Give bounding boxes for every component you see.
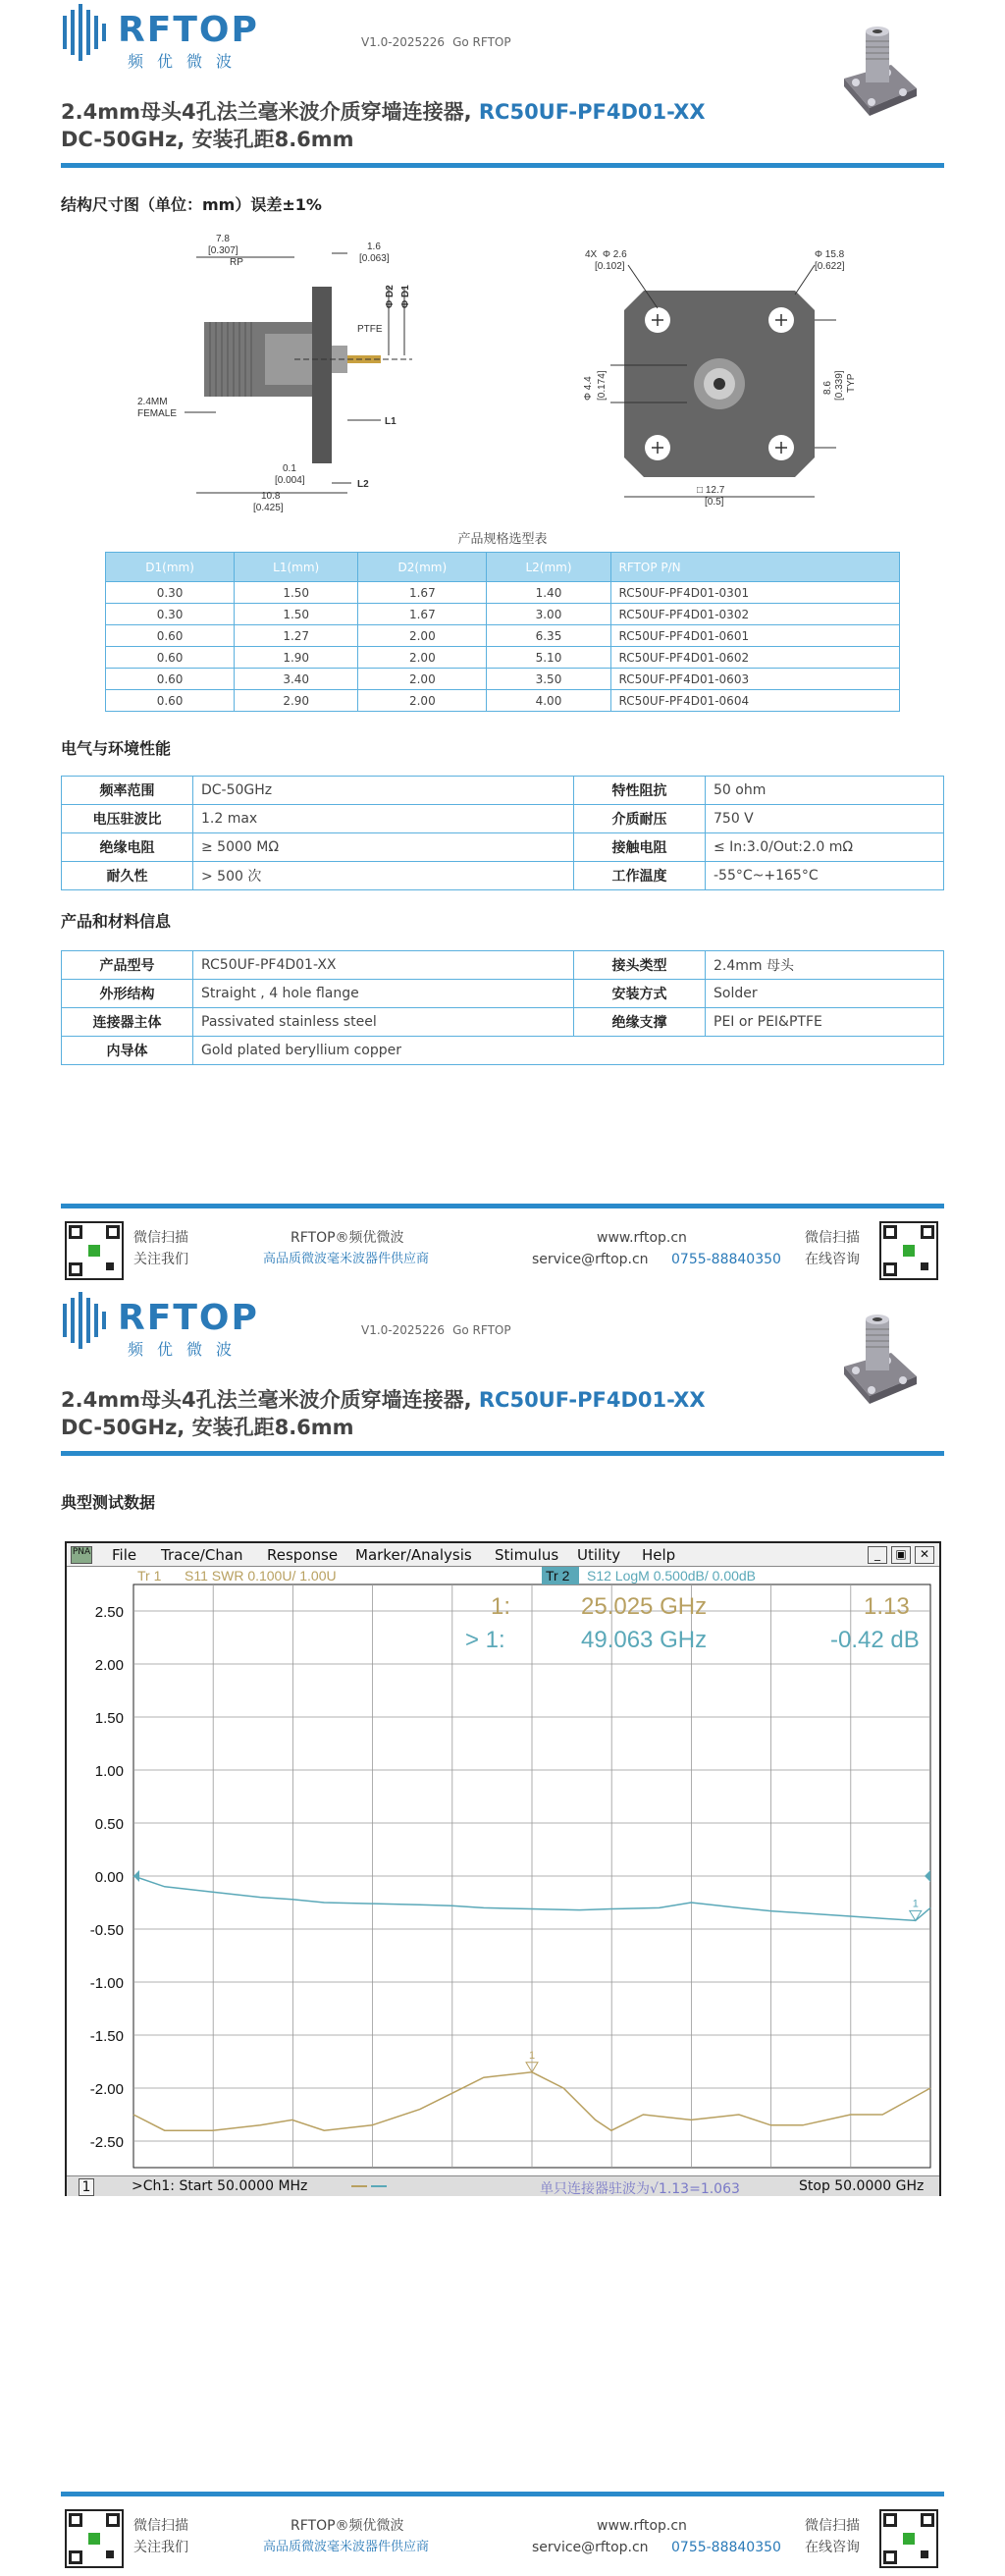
test-section-title: 典型测试数据 xyxy=(61,1493,156,1512)
rftop-logo xyxy=(61,0,267,71)
version-code: V1.0-2025226 xyxy=(361,1323,446,1337)
status-start: >Ch1: Start 50.0000 MHz xyxy=(132,2178,308,2194)
material-value: Gold plated beryllium copper xyxy=(193,1037,944,1065)
analyzer-plot-area xyxy=(67,1567,939,2175)
marker1-label: 1: xyxy=(491,1593,511,1620)
property-key: 电压驻波比 xyxy=(62,805,193,833)
dim-phi158: Φ 15.8 xyxy=(815,249,845,260)
table-row xyxy=(62,980,944,1008)
table-cell: 2.00 xyxy=(358,647,487,669)
table-cell: 0.30 xyxy=(106,604,235,625)
property-value: ≥ 5000 MΩ xyxy=(193,833,574,862)
table-cell: 4.00 xyxy=(487,690,610,712)
y-tick-label: 0.50 xyxy=(94,1816,124,1833)
footer-phone: 0755-88840350 xyxy=(671,2540,781,2555)
minimize-icon[interactable]: _ xyxy=(868,1546,887,1564)
table-cell: RC50UF-PF4D01-0301 xyxy=(610,582,899,604)
footer-scan-2: 微信扫描 xyxy=(805,2518,860,2534)
drawing-section-title: 结构尺寸图（单位：mm）误差±1% xyxy=(61,195,322,214)
restore-icon[interactable]: ▣ xyxy=(891,1546,911,1564)
y-tick-label: -2.50 xyxy=(89,2134,124,2151)
footer-scan: 微信扫描 xyxy=(133,1230,188,1246)
product-subtitle: DC-50GHz, 安装孔距8.6mm xyxy=(61,128,354,151)
y-tick-label: -1.50 xyxy=(89,2028,124,2045)
electrical-section-title: 电气与环境性能 xyxy=(61,739,172,758)
footer-site[interactable]: www.rftop.cn xyxy=(597,2518,687,2534)
dim-l1: L1 xyxy=(385,416,397,427)
network-analyzer-window xyxy=(65,1541,941,2196)
dim-female2: FEMALE xyxy=(137,408,178,419)
table-cell: 2.00 xyxy=(358,669,487,690)
property-key: 安装方式 xyxy=(574,980,706,1008)
table-cell: 0.60 xyxy=(106,669,235,690)
logo-wave-icon xyxy=(61,2,120,63)
table-row xyxy=(62,951,944,980)
footer-divider xyxy=(61,1204,944,1208)
tr1-desc: S11 SWR 0.100U/ 1.00U xyxy=(185,1568,337,1583)
property-key: 工作温度 xyxy=(574,862,706,890)
table-row xyxy=(62,805,944,833)
dim-d2: Φ D2 xyxy=(385,285,396,308)
close-icon[interactable]: ✕ xyxy=(915,1546,934,1564)
logo-name: RFTOP xyxy=(118,10,259,50)
footer-scan: 微信扫描 xyxy=(133,2518,188,2534)
footer-scan-2: 微信扫描 xyxy=(805,1230,860,1246)
qr-code-consult[interactable] xyxy=(879,1221,938,1280)
dim-78: 7.8 xyxy=(216,234,230,244)
table-cell: RC50UF-PF4D01-0602 xyxy=(610,647,899,669)
menu-file[interactable]: File xyxy=(112,1546,137,1564)
col-header: RFTOP P/N xyxy=(610,553,899,582)
table-row xyxy=(106,669,900,690)
y-tick-label: 2.50 xyxy=(94,1604,124,1621)
rftop-logo xyxy=(61,1288,267,1359)
col-header: D2(mm) xyxy=(358,553,487,582)
footer-slogan: 高品质微波毫米波器件供应商 xyxy=(263,1252,430,1266)
analyzer-status-bar xyxy=(67,2175,939,2196)
tr1-label: Tr 1 xyxy=(137,1568,162,1583)
table-cell: 2.00 xyxy=(358,690,487,712)
footer-site[interactable]: www.rftop.cn xyxy=(597,1230,687,1246)
title-prefix: 2.4mm母头4孔法兰毫米波介质穿墙连接器, xyxy=(61,100,479,124)
dim-typ: TYP xyxy=(846,373,857,393)
property-value: 1.2 max xyxy=(193,805,574,833)
dim-female: 2.4MM xyxy=(137,397,168,407)
dim-sq127: □ 12.7 xyxy=(697,485,725,496)
title-prefix: 2.4mm母头4孔法兰毫米波介质穿墙连接器, xyxy=(61,1388,479,1412)
version-line xyxy=(353,1323,511,1337)
menu-response[interactable]: Response xyxy=(267,1546,339,1564)
dim-phi44: Φ 4.4 xyxy=(583,376,594,401)
logo-cn: 频优微波 xyxy=(128,1340,246,1359)
version-site: Go RFTOP xyxy=(452,35,511,49)
spec-table xyxy=(105,552,900,712)
header-divider xyxy=(61,163,944,168)
material-key: 内导体 xyxy=(62,1037,193,1065)
property-key: 介质耐压 xyxy=(574,805,706,833)
property-key: 外形结构 xyxy=(62,980,193,1008)
footer-phone: 0755-88840350 xyxy=(671,1252,781,1267)
dim-16: 1.6 xyxy=(367,242,381,252)
property-value: Passivated stainless steel xyxy=(193,1008,574,1037)
dim-108: 10.8 xyxy=(261,491,281,502)
pna-icon[interactable]: PNA xyxy=(71,1546,92,1564)
property-value: -55°C~+165°C xyxy=(706,862,944,890)
product-title xyxy=(61,96,706,126)
dim-phi26: Φ 2.6 xyxy=(603,249,627,260)
title-part-number: RC50UF-PF4D01-XX xyxy=(478,1388,706,1412)
dim-d1: Φ D1 xyxy=(400,285,411,308)
table-cell: 2.00 xyxy=(358,625,487,647)
y-tick-label: -1.00 xyxy=(89,1975,124,1992)
table-cell: 1.67 xyxy=(358,604,487,625)
table-row xyxy=(62,777,944,805)
header-divider xyxy=(61,1451,944,1456)
menu-marker-analysis[interactable]: Marker/Analysis xyxy=(355,1546,472,1564)
title-part-number: RC50UF-PF4D01-XX xyxy=(478,100,706,124)
table-row xyxy=(106,604,900,625)
tr2-desc: S12 LogM 0.500dB/ 0.00dB xyxy=(587,1568,757,1583)
status-stop: Stop 50.0000 GHz xyxy=(799,2178,925,2194)
footer xyxy=(0,2492,1005,2570)
marker2-label: > 1: xyxy=(465,1627,505,1653)
table-cell: 6.35 xyxy=(487,625,610,647)
property-value: Solder xyxy=(706,980,944,1008)
table-cell: 3.00 xyxy=(487,604,610,625)
y-tick-label: 0.00 xyxy=(94,1869,124,1886)
electrical-table xyxy=(61,776,944,890)
logo-name: RFTOP xyxy=(118,1298,259,1338)
table-row xyxy=(62,1008,944,1037)
table-cell: 1.50 xyxy=(235,604,358,625)
table-cell: 5.10 xyxy=(487,647,610,669)
table-cell: 3.40 xyxy=(235,669,358,690)
footer-slogan: 高品质微波毫米波器件供应商 xyxy=(263,2540,430,2554)
version-code: V1.0-2025226 xyxy=(361,35,446,49)
version-line xyxy=(353,35,511,49)
footer-email[interactable]: service@rftop.cn xyxy=(532,2540,649,2555)
sparameter-chart xyxy=(67,1567,939,2175)
table-cell: 1.50 xyxy=(235,582,358,604)
dim-01: 0.1 xyxy=(283,463,296,474)
col-header: L2(mm) xyxy=(487,553,610,582)
table-cell: 2.90 xyxy=(235,690,358,712)
y-tick-label: -0.50 xyxy=(89,1922,124,1939)
marker1-num: 1 xyxy=(529,2049,536,2062)
table-row xyxy=(106,625,900,647)
table-cell: RC50UF-PF4D01-0302 xyxy=(610,604,899,625)
property-value: DC-50GHz xyxy=(193,777,574,805)
table-cell: 1.27 xyxy=(235,625,358,647)
property-value: > 500 次 xyxy=(193,862,574,890)
footer xyxy=(0,1204,1005,1282)
dimension-drawing xyxy=(137,228,857,518)
status-channel: 1 xyxy=(79,2178,94,2196)
property-key: 绝缘电阻 xyxy=(62,833,193,862)
tr2-label: Tr 2 xyxy=(546,1568,570,1583)
table-cell: 3.50 xyxy=(487,669,610,690)
property-value: RC50UF-PF4D01-XX xyxy=(193,951,574,980)
dim-0339: [0.339] xyxy=(834,370,845,401)
menu-stimulus[interactable]: Stimulus xyxy=(495,1546,559,1564)
property-value: 50 ohm xyxy=(706,777,944,805)
dim-0174: [0.174] xyxy=(597,370,608,401)
material-table xyxy=(61,950,944,1065)
dim-425: [0.425] xyxy=(253,503,284,513)
table-cell: 0.60 xyxy=(106,625,235,647)
property-key: 绝缘支撑 xyxy=(574,1008,706,1037)
dim-rp: RP xyxy=(230,257,243,268)
property-key: 耐久性 xyxy=(62,862,193,890)
table-row xyxy=(106,690,900,712)
side-view xyxy=(137,234,412,513)
footer-consult: 在线咨询 xyxy=(805,2540,860,2555)
table-cell: 0.60 xyxy=(106,647,235,669)
dim-004: [0.004] xyxy=(275,475,305,486)
marker2-num: 1 xyxy=(912,1898,919,1910)
y-tick-label: -2.00 xyxy=(89,2081,124,2098)
y-tick-label: 1.00 xyxy=(94,1763,124,1780)
table-cell: 0.60 xyxy=(106,690,235,712)
table-row xyxy=(106,647,900,669)
dim-l2: L2 xyxy=(357,479,369,490)
status-note: 单只连接器驻波为√1.13=1.063 xyxy=(540,2181,740,2197)
table-cell: RC50UF-PF4D01-0604 xyxy=(610,690,899,712)
property-value: PEI or PEI&PTFE xyxy=(706,1008,944,1037)
dim-307: [0.307] xyxy=(208,245,238,256)
marker2-freq: 49.063 GHz xyxy=(581,1627,708,1653)
footer-follow: 关注我们 xyxy=(133,2540,188,2555)
analyzer-menubar xyxy=(67,1543,939,1567)
y-tick-label: 1.50 xyxy=(94,1710,124,1727)
property-value: Straight , 4 hole flange xyxy=(193,980,574,1008)
property-value: ≤ In:3.0/Out:2.0 mΩ xyxy=(706,833,944,862)
col-header: L1(mm) xyxy=(235,553,358,582)
menu-trace-chan[interactable]: Trace/Chan xyxy=(161,1546,243,1564)
table-row xyxy=(62,833,944,862)
property-key: 接头类型 xyxy=(574,951,706,980)
dim-ptfe: PTFE xyxy=(357,324,383,335)
marker1-freq: 25.025 GHz xyxy=(581,1593,708,1620)
qr-code-follow[interactable] xyxy=(65,2509,124,2568)
dim-holes: 4X xyxy=(585,249,598,260)
table-row xyxy=(62,1037,944,1065)
spec-table-caption: 产品规格选型表 xyxy=(457,532,548,547)
property-key: 频率范围 xyxy=(62,777,193,805)
table-cell: 1.40 xyxy=(487,582,610,604)
product-title xyxy=(61,1384,706,1414)
dim-0102: [0.102] xyxy=(595,261,625,272)
footer-brand: RFTOP®频优微波 xyxy=(291,2518,404,2534)
footer-brand: RFTOP®频优微波 xyxy=(291,1230,404,1246)
menu-utility[interactable]: Utility xyxy=(577,1546,621,1564)
footer-consult: 在线咨询 xyxy=(805,1252,860,1267)
property-key: 连接器主体 xyxy=(62,1008,193,1037)
connector-product-image xyxy=(822,18,930,126)
table-cell: 1.90 xyxy=(235,647,358,669)
table-cell: RC50UF-PF4D01-0601 xyxy=(610,625,899,647)
footer-divider xyxy=(61,2492,944,2496)
marker2-value: -0.42 dB xyxy=(830,1627,920,1653)
front-view xyxy=(583,249,857,508)
property-key: 产品型号 xyxy=(62,951,193,980)
spec-table-header xyxy=(106,553,900,582)
dim-86: 8.6 xyxy=(822,381,833,395)
dim-05: [0.5] xyxy=(705,497,724,508)
dim-063: [0.063] xyxy=(359,253,390,264)
qr-code-consult[interactable] xyxy=(879,2509,938,2568)
property-key: 接触电阻 xyxy=(574,833,706,862)
material-section-title: 产品和材料信息 xyxy=(61,912,172,931)
connector-product-image xyxy=(822,1306,930,1414)
logo-wave-icon xyxy=(61,1290,120,1351)
version-site: Go RFTOP xyxy=(452,1323,511,1337)
table-row xyxy=(106,582,900,604)
table-cell: RC50UF-PF4D01-0603 xyxy=(610,669,899,690)
table-cell: 1.67 xyxy=(358,582,487,604)
qr-code-follow[interactable] xyxy=(65,1221,124,1280)
property-value: 750 V xyxy=(706,805,944,833)
product-subtitle: DC-50GHz, 安装孔距8.6mm xyxy=(61,1416,354,1439)
marker1-value: 1.13 xyxy=(864,1593,910,1620)
property-key: 特性阻抗 xyxy=(574,777,706,805)
footer-follow: 关注我们 xyxy=(133,1252,188,1267)
y-tick-label: 2.00 xyxy=(94,1657,124,1674)
footer-email[interactable]: service@rftop.cn xyxy=(532,1252,649,1267)
menu-help[interactable]: Help xyxy=(642,1546,676,1564)
col-header: D1(mm) xyxy=(106,553,235,582)
property-value: 2.4mm 母头 xyxy=(706,951,944,980)
logo-cn: 频优微波 xyxy=(128,52,246,71)
dim-0622: [0.622] xyxy=(815,261,845,272)
table-row xyxy=(62,862,944,890)
table-cell: 0.30 xyxy=(106,582,235,604)
